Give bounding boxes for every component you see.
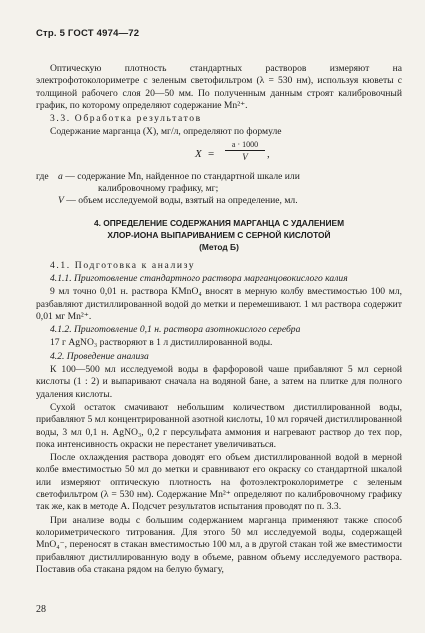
paragraph: Оптическую плотность стандартных растворов измеряют на электрофотоколориметре с зеленым светофильтром (λ = 530 нм), используя кюветы с толщиной рабочего слоя 20—50 мм. По полученным данным строят калибровочный график, по которому определяют содержание Mn²⁺. bbox=[36, 63, 402, 111]
page-content bbox=[36, 63, 402, 577]
formula-equals: = bbox=[208, 147, 215, 160]
subsection-heading: 4.2. Проведение анализа bbox=[50, 350, 149, 362]
formula bbox=[36, 140, 402, 170]
formula-tail: , bbox=[267, 147, 270, 160]
subsection-heading: 4.1.2. Приготовление 0,1 н. раствора азотнокислого серебра bbox=[50, 324, 301, 336]
definition-a-symbol: a bbox=[58, 170, 63, 182]
section-method: (Метод Б) bbox=[199, 241, 239, 252]
definition-a-continued: калибровочному графику, мг; bbox=[98, 183, 219, 195]
paragraph: При анализе воды с большим содержанием марганца применяют также способ колориметрического титрования. Для этого 50 мл исследуемой воды, содержащей MnO₄⁻, переносят в стакан вместимостью 100 мл, а в другой стакан той же вместимости прибавляют дистиллированную воду в объеме, равном объему исследуемого раствора. Поставив оба стакана рядом на белую бумагу, bbox=[36, 514, 402, 575]
formula-numerator: a · 1000 bbox=[231, 139, 259, 149]
definition-v-symbol: V bbox=[58, 195, 64, 207]
fraction-bar bbox=[225, 150, 265, 151]
subsection-heading: 4.1. Подготовка к анализу bbox=[50, 259, 196, 271]
page-header: Стр. 5 ГОСТ 4974—72 bbox=[36, 28, 140, 39]
formula-denominator: V bbox=[242, 151, 248, 162]
subsection-heading: 4.1.1. Приготовление стандартного раствора марганцовокислого калия bbox=[50, 272, 348, 284]
formula-definitions bbox=[36, 171, 402, 208]
paragraph: 17 г AgNO₃ растворяют в 1 л дистиллированной воды. bbox=[50, 337, 273, 349]
paragraph: Содержание марганца (X), мг/л, определяют по формуле bbox=[50, 126, 282, 138]
formula-fraction bbox=[225, 140, 265, 162]
definition-where: где bbox=[36, 170, 49, 182]
definition-v: — объем исследуемой воды, взятый на определение, мл. bbox=[66, 195, 298, 207]
section-title-line2: ХЛОР-ИОНА ВЫПАРИВАНИЕМ С СЕРНОЙ КИСЛОТОЙ bbox=[107, 229, 331, 240]
subsection-heading: 3.3. Обработка результатов bbox=[50, 113, 202, 125]
paragraph: Сухой остаток смачивают небольшим количеством дистиллированной воды, прибавляют 5 мл концентрированной азотной кислоты, 10 мл горячей дистиллированной воды, 3 мл 0,1 н. AgNO₃, 0,2 г персульфата аммония и нагревают раствор до тех пор, пока интенсивность окраски не перестанет увеличиваться. bbox=[36, 401, 402, 450]
page-number: 28 bbox=[36, 604, 46, 615]
section-title: 4. ОПРЕДЕЛЕНИЕ СОДЕРЖАНИЯ МАРГАНЦА С УДАЛЕНИЕМ bbox=[93, 217, 345, 228]
paragraph: 9 мл точно 0,01 н. раствора KMnO₄ вносят в мерную колбу вместимостью 100 мл, разбавляют дистиллированной водой до метки и перемешивают. 1 мл раствора содержит 0,01 мг Mn²⁺. bbox=[36, 286, 402, 322]
definition-a: — содержание Mn, найденное по стандартной шкале или bbox=[65, 170, 300, 182]
paragraph: После охлаждения раствора доводят его объем дистиллированной водой в мерной колбе вместимостью 50 мл до метки и сравнивают его окраску со стандартной шкалой или измеряют оптическую плотность на фотоэлектроколориметре с зеленым светофильтром (λ = 530 нм). Содержание Mn²⁺ определяют по калибровочному графику так же, как в методе А. Подсчет результатов испытания проводят по п. 3.3. bbox=[36, 452, 402, 513]
paragraph: К 100—500 мл исследуемой воды в фарфоровой чаше прибавляют 5 мл серной кислоты (1 : 2) и выпаривают сначала на водяной бане, а затем на плитке для полного удаления кислоты. bbox=[36, 364, 402, 400]
formula-lhs: X bbox=[195, 147, 202, 160]
